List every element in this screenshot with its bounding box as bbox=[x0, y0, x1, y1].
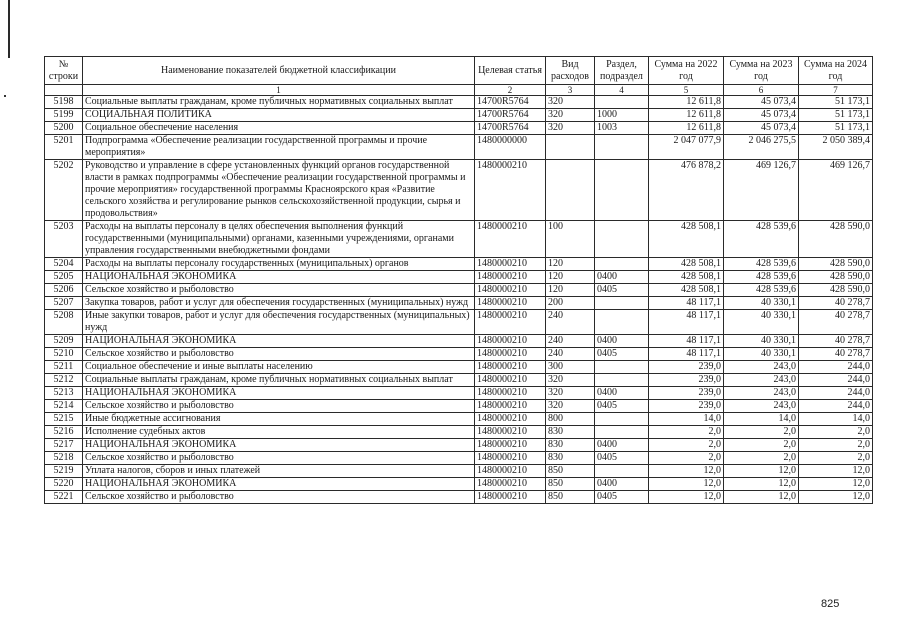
row-number: 5213 bbox=[45, 387, 83, 400]
amount-2023: 2,0 bbox=[724, 452, 799, 465]
table-row bbox=[45, 96, 873, 109]
amount-2022: 239,0 bbox=[649, 361, 724, 374]
row-number: 5211 bbox=[45, 361, 83, 374]
table-row bbox=[45, 284, 873, 297]
indicator-name: Расходы на выплаты персоналу государственных (муниципальных) органов bbox=[83, 258, 475, 271]
amount-2022: 12 611,8 bbox=[649, 122, 724, 135]
amount-2023: 243,0 bbox=[724, 400, 799, 413]
amount-2023: 40 330,1 bbox=[724, 348, 799, 361]
row-number: 5208 bbox=[45, 310, 83, 335]
amount-2024: 40 278,7 bbox=[799, 348, 873, 361]
table-row bbox=[45, 400, 873, 413]
indicator-name: Закупка товаров, работ и услуг для обеспечения государственных (муниципальных) нужд bbox=[83, 297, 475, 310]
expense-type-code: 320 bbox=[546, 122, 595, 135]
target-article-code: 14700R5764 bbox=[475, 96, 546, 109]
expense-type-code: 320 bbox=[546, 387, 595, 400]
amount-2024: 12,0 bbox=[799, 465, 873, 478]
indicator-name: НАЦИОНАЛЬНАЯ ЭКОНОМИКА bbox=[83, 387, 475, 400]
section-code: 0405 bbox=[595, 284, 649, 297]
indicator-name: Иные бюджетные ассигнования bbox=[83, 413, 475, 426]
target-article-code: 1480000210 bbox=[475, 221, 546, 258]
amount-2022: 12 611,8 bbox=[649, 109, 724, 122]
amount-2023: 2,0 bbox=[724, 426, 799, 439]
target-article-code: 1480000210 bbox=[475, 478, 546, 491]
amount-2024: 40 278,7 bbox=[799, 335, 873, 348]
expense-type-code: 200 bbox=[546, 297, 595, 310]
table-row bbox=[45, 465, 873, 478]
indicator-name: Исполнение судебных актов bbox=[83, 426, 475, 439]
target-article-code: 1480000210 bbox=[475, 439, 546, 452]
table-row bbox=[45, 221, 873, 258]
table-row bbox=[45, 310, 873, 335]
table-row bbox=[45, 122, 873, 135]
amount-2023: 469 126,7 bbox=[724, 160, 799, 221]
header-expense-type: Вид расходов bbox=[546, 57, 595, 85]
header-name: Наименование показателей бюджетной классификации bbox=[83, 57, 475, 85]
row-number: 5220 bbox=[45, 478, 83, 491]
section-code: 1003 bbox=[595, 122, 649, 135]
amount-2022: 2,0 bbox=[649, 426, 724, 439]
row-number: 5212 bbox=[45, 374, 83, 387]
section-code bbox=[595, 426, 649, 439]
amount-2024: 469 126,7 bbox=[799, 160, 873, 221]
section-code bbox=[595, 374, 649, 387]
expense-type-code: 120 bbox=[546, 271, 595, 284]
target-article-code: 1480000210 bbox=[475, 374, 546, 387]
amount-2022: 239,0 bbox=[649, 374, 724, 387]
row-number: 5214 bbox=[45, 400, 83, 413]
section-code bbox=[595, 258, 649, 271]
table-row bbox=[45, 109, 873, 122]
section-code bbox=[595, 160, 649, 221]
column-number: 1 bbox=[83, 85, 475, 96]
section-code: 0405 bbox=[595, 348, 649, 361]
target-article-code: 1480000210 bbox=[475, 400, 546, 413]
table-row bbox=[45, 374, 873, 387]
row-number: 5216 bbox=[45, 426, 83, 439]
section-code: 0400 bbox=[595, 439, 649, 452]
amount-2022: 12 611,8 bbox=[649, 96, 724, 109]
target-article-code: 1480000210 bbox=[475, 491, 546, 504]
row-number: 5201 bbox=[45, 135, 83, 160]
target-article-code: 1480000210 bbox=[475, 348, 546, 361]
table-row bbox=[45, 426, 873, 439]
target-article-code: 1480000210 bbox=[475, 160, 546, 221]
target-article-code: 1480000210 bbox=[475, 465, 546, 478]
expense-type-code: 850 bbox=[546, 478, 595, 491]
section-code bbox=[595, 221, 649, 258]
amount-2023: 40 330,1 bbox=[724, 310, 799, 335]
section-code bbox=[595, 96, 649, 109]
table-row bbox=[45, 160, 873, 221]
amount-2023: 45 073,4 bbox=[724, 122, 799, 135]
row-number: 5204 bbox=[45, 258, 83, 271]
amount-2022: 428 508,1 bbox=[649, 271, 724, 284]
target-article-code: 1480000210 bbox=[475, 387, 546, 400]
indicator-name: Социальные выплаты гражданам, кроме публичных нормативных социальных выплат bbox=[83, 96, 475, 109]
scan-speck bbox=[4, 95, 6, 97]
expense-type-code: 320 bbox=[546, 400, 595, 413]
indicator-name: Подпрограмма «Обеспечение реализации государственной программы и прочие мероприятия» bbox=[83, 135, 475, 160]
expense-type-code: 830 bbox=[546, 439, 595, 452]
amount-2023: 40 330,1 bbox=[724, 297, 799, 310]
section-code: 0405 bbox=[595, 491, 649, 504]
row-number: 5215 bbox=[45, 413, 83, 426]
section-code bbox=[595, 361, 649, 374]
expense-type-code: 850 bbox=[546, 491, 595, 504]
column-number: 5 bbox=[649, 85, 724, 96]
header-sum-2024: Сумма на 2024 год bbox=[799, 57, 873, 85]
indicator-name: НАЦИОНАЛЬНАЯ ЭКОНОМИКА bbox=[83, 335, 475, 348]
amount-2024: 244,0 bbox=[799, 387, 873, 400]
expense-type-code bbox=[546, 160, 595, 221]
table-row bbox=[45, 135, 873, 160]
amount-2022: 428 508,1 bbox=[649, 221, 724, 258]
amount-2024: 428 590,0 bbox=[799, 284, 873, 297]
row-number: 5202 bbox=[45, 160, 83, 221]
amount-2024: 428 590,0 bbox=[799, 271, 873, 284]
table-row bbox=[45, 491, 873, 504]
amount-2023: 243,0 bbox=[724, 374, 799, 387]
header-target-article: Целевая статья bbox=[475, 57, 546, 85]
section-code: 0400 bbox=[595, 478, 649, 491]
header-sum-2022: Сумма на 2022 год bbox=[649, 57, 724, 85]
header-row-no: № строки bbox=[45, 57, 83, 85]
amount-2022: 48 117,1 bbox=[649, 297, 724, 310]
amount-2023: 2,0 bbox=[724, 439, 799, 452]
amount-2023: 12,0 bbox=[724, 491, 799, 504]
section-code: 0405 bbox=[595, 452, 649, 465]
column-number: 2 bbox=[475, 85, 546, 96]
column-number: 7 bbox=[799, 85, 873, 96]
amount-2022: 239,0 bbox=[649, 400, 724, 413]
indicator-name: Социальное обеспечение и иные выплаты населению bbox=[83, 361, 475, 374]
row-number: 5217 bbox=[45, 439, 83, 452]
target-article-code: 14700R5764 bbox=[475, 109, 546, 122]
table-row bbox=[45, 439, 873, 452]
section-code bbox=[595, 297, 649, 310]
expense-type-code: 320 bbox=[546, 96, 595, 109]
target-article-code: 1480000210 bbox=[475, 310, 546, 335]
amount-2023: 12,0 bbox=[724, 478, 799, 491]
amount-2024: 428 590,0 bbox=[799, 221, 873, 258]
expense-type-code: 120 bbox=[546, 284, 595, 297]
indicator-name: НАЦИОНАЛЬНАЯ ЭКОНОМИКА bbox=[83, 271, 475, 284]
table-row bbox=[45, 478, 873, 491]
column-number: 4 bbox=[595, 85, 649, 96]
amount-2024: 2,0 bbox=[799, 439, 873, 452]
indicator-name: Сельское хозяйство и рыболовство bbox=[83, 348, 475, 361]
target-article-code: 1480000210 bbox=[475, 361, 546, 374]
amount-2023: 428 539,6 bbox=[724, 271, 799, 284]
amount-2022: 428 508,1 bbox=[649, 284, 724, 297]
target-article-code: 1480000210 bbox=[475, 335, 546, 348]
page-number: 825 bbox=[821, 598, 840, 610]
table-row bbox=[45, 348, 873, 361]
expense-type-code bbox=[546, 135, 595, 160]
row-number: 5219 bbox=[45, 465, 83, 478]
amount-2024: 428 590,0 bbox=[799, 258, 873, 271]
amount-2024: 12,0 bbox=[799, 491, 873, 504]
row-number: 5199 bbox=[45, 109, 83, 122]
row-number: 5206 bbox=[45, 284, 83, 297]
amount-2023: 2 046 275,5 bbox=[724, 135, 799, 160]
indicator-name: СОЦИАЛЬНАЯ ПОЛИТИКА bbox=[83, 109, 475, 122]
target-article-code: 1480000210 bbox=[475, 413, 546, 426]
amount-2023: 243,0 bbox=[724, 361, 799, 374]
amount-2024: 51 173,1 bbox=[799, 96, 873, 109]
section-code: 0400 bbox=[595, 335, 649, 348]
row-number: 5218 bbox=[45, 452, 83, 465]
amount-2024: 2 050 389,4 bbox=[799, 135, 873, 160]
amount-2022: 48 117,1 bbox=[649, 335, 724, 348]
amount-2022: 12,0 bbox=[649, 491, 724, 504]
table-row bbox=[45, 413, 873, 426]
column-number: 3 bbox=[546, 85, 595, 96]
table-row bbox=[45, 335, 873, 348]
expense-type-code: 800 bbox=[546, 413, 595, 426]
amount-2022: 2,0 bbox=[649, 439, 724, 452]
indicator-name: Социальное обеспечение населения bbox=[83, 122, 475, 135]
target-article-code: 1480000210 bbox=[475, 258, 546, 271]
indicator-name: НАЦИОНАЛЬНАЯ ЭКОНОМИКА bbox=[83, 439, 475, 452]
indicator-name: Сельское хозяйство и рыболовство bbox=[83, 452, 475, 465]
expense-type-code: 830 bbox=[546, 452, 595, 465]
budget-table bbox=[44, 56, 873, 504]
amount-2022: 2 047 077,9 bbox=[649, 135, 724, 160]
section-code: 1000 bbox=[595, 109, 649, 122]
section-code: 0400 bbox=[595, 387, 649, 400]
amount-2023: 428 539,6 bbox=[724, 284, 799, 297]
amount-2022: 239,0 bbox=[649, 387, 724, 400]
amount-2022: 12,0 bbox=[649, 478, 724, 491]
amount-2022: 2,0 bbox=[649, 452, 724, 465]
expense-type-code: 830 bbox=[546, 426, 595, 439]
section-code: 0400 bbox=[595, 271, 649, 284]
table-row bbox=[45, 387, 873, 400]
row-number: 5198 bbox=[45, 96, 83, 109]
target-article-code: 14700R5764 bbox=[475, 122, 546, 135]
indicator-name: Расходы на выплаты персоналу в целях обеспечения выполнения функций государственными (муниципальными) органами, казенными учреждениями, органами управления государственными внебюджетными фондами bbox=[83, 221, 475, 258]
target-article-code: 1480000210 bbox=[475, 271, 546, 284]
expense-type-code: 320 bbox=[546, 109, 595, 122]
target-article-code: 1480000210 bbox=[475, 284, 546, 297]
amount-2023: 14,0 bbox=[724, 413, 799, 426]
indicator-name: Уплата налогов, сборов и иных платежей bbox=[83, 465, 475, 478]
column-number-row bbox=[45, 85, 873, 96]
indicator-name: Сельское хозяйство и рыболовство bbox=[83, 491, 475, 504]
expense-type-code: 100 bbox=[546, 221, 595, 258]
column-number: 6 bbox=[724, 85, 799, 96]
amount-2024: 244,0 bbox=[799, 361, 873, 374]
section-code bbox=[595, 135, 649, 160]
amount-2022: 14,0 bbox=[649, 413, 724, 426]
section-code bbox=[595, 465, 649, 478]
section-code bbox=[595, 310, 649, 335]
indicator-name: Иные закупки товаров, работ и услуг для обеспечения государственных (муниципальных) нужд bbox=[83, 310, 475, 335]
amount-2023: 428 539,6 bbox=[724, 221, 799, 258]
indicator-name: Сельское хозяйство и рыболовство bbox=[83, 284, 475, 297]
column-number bbox=[45, 85, 83, 96]
table-row bbox=[45, 297, 873, 310]
expense-type-code: 300 bbox=[546, 361, 595, 374]
amount-2022: 48 117,1 bbox=[649, 310, 724, 335]
target-article-code: 1480000210 bbox=[475, 297, 546, 310]
header-row bbox=[45, 57, 873, 85]
row-number: 5207 bbox=[45, 297, 83, 310]
expense-type-code: 240 bbox=[546, 310, 595, 335]
table-row bbox=[45, 361, 873, 374]
target-article-code: 1480000210 bbox=[475, 426, 546, 439]
expense-type-code: 240 bbox=[546, 348, 595, 361]
amount-2024: 14,0 bbox=[799, 413, 873, 426]
expense-type-code: 240 bbox=[546, 335, 595, 348]
table-header bbox=[45, 57, 873, 96]
expense-type-code: 850 bbox=[546, 465, 595, 478]
table-row bbox=[45, 452, 873, 465]
table-row bbox=[45, 271, 873, 284]
amount-2024: 40 278,7 bbox=[799, 297, 873, 310]
indicator-name: Руководство и управление в сфере установленных функций органов государственной власти в рамках подпрограммы «Обеспечение реализации государственной программы и прочие мероприятия» государственной программы Красноярского края «Развитие сельского хозяйства и регулирование рынков сельскохозяйственной продукции, сырья и продовольствия» bbox=[83, 160, 475, 221]
row-number: 5205 bbox=[45, 271, 83, 284]
amount-2024: 244,0 bbox=[799, 374, 873, 387]
amount-2022: 48 117,1 bbox=[649, 348, 724, 361]
row-number: 5209 bbox=[45, 335, 83, 348]
row-number: 5210 bbox=[45, 348, 83, 361]
amount-2022: 428 508,1 bbox=[649, 258, 724, 271]
indicator-name: Сельское хозяйство и рыболовство bbox=[83, 400, 475, 413]
amount-2024: 244,0 bbox=[799, 400, 873, 413]
amount-2023: 428 539,6 bbox=[724, 258, 799, 271]
amount-2024: 51 173,1 bbox=[799, 122, 873, 135]
amount-2024: 40 278,7 bbox=[799, 310, 873, 335]
amount-2022: 476 878,2 bbox=[649, 160, 724, 221]
section-code: 0405 bbox=[595, 400, 649, 413]
amount-2024: 2,0 bbox=[799, 426, 873, 439]
amount-2023: 12,0 bbox=[724, 465, 799, 478]
amount-2024: 12,0 bbox=[799, 478, 873, 491]
target-article-code: 1480000210 bbox=[475, 452, 546, 465]
indicator-name: НАЦИОНАЛЬНАЯ ЭКОНОМИКА bbox=[83, 478, 475, 491]
amount-2023: 40 330,1 bbox=[724, 335, 799, 348]
amount-2024: 51 173,1 bbox=[799, 109, 873, 122]
expense-type-code: 320 bbox=[546, 374, 595, 387]
amount-2022: 12,0 bbox=[649, 465, 724, 478]
amount-2023: 45 073,4 bbox=[724, 109, 799, 122]
amount-2023: 243,0 bbox=[724, 387, 799, 400]
target-article-code: 1480000000 bbox=[475, 135, 546, 160]
row-number: 5203 bbox=[45, 221, 83, 258]
table-row bbox=[45, 258, 873, 271]
binding-edge-line bbox=[8, 0, 10, 58]
expense-type-code: 120 bbox=[546, 258, 595, 271]
row-number: 5200 bbox=[45, 122, 83, 135]
section-code bbox=[595, 413, 649, 426]
amount-2023: 45 073,4 bbox=[724, 96, 799, 109]
indicator-name: Социальные выплаты гражданам, кроме публичных нормативных социальных выплат bbox=[83, 374, 475, 387]
header-section: Раздел, подраздел bbox=[595, 57, 649, 85]
amount-2024: 2,0 bbox=[799, 452, 873, 465]
table-body bbox=[45, 96, 873, 504]
row-number: 5221 bbox=[45, 491, 83, 504]
header-sum-2023: Сумма на 2023 год bbox=[724, 57, 799, 85]
